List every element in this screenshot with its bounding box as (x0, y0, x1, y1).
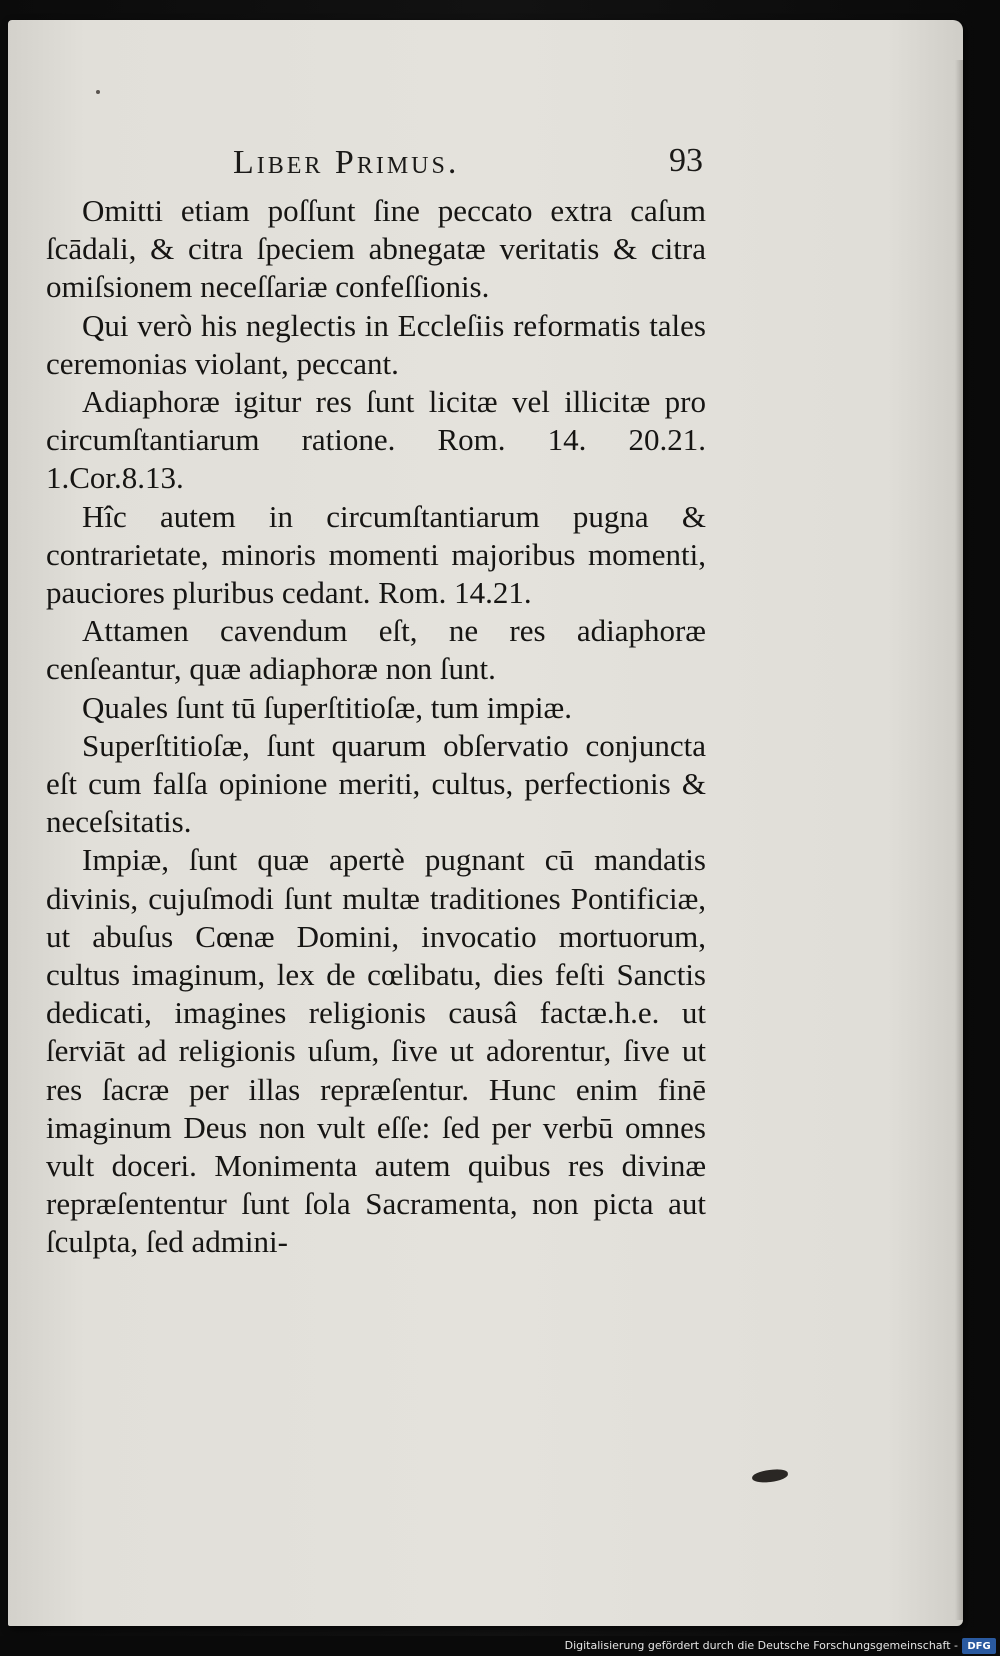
ink-blot-ornament (751, 1468, 788, 1484)
paragraph: Omitti etiam poſſunt ſine peccato extra caſum ſcādali, & citra ſpeciem abnegatæ veritatis & citra omiſsionem neceſſariæ confeſſionis. (46, 193, 706, 305)
paragraph: Adiaphoræ igitur res ſunt licitæ vel illicitæ pro circumſtantiarum ratione. Rom. 14. 20.21. 1.Cor.8.13. (46, 384, 706, 496)
dfg-logo: DFG (962, 1638, 996, 1654)
page-number: 93 (669, 142, 703, 179)
body-text (46, 192, 706, 1262)
paragraph: Impiæ, ſunt quæ apertè pugnant cū mandatis divinis, cujuſmodi ſunt multæ traditiones Pontificiæ, ut abuſus Cœnæ Domini, invocatio mortuorum, cultus imaginum, lex de cœlibatu, dies feſti Sanctis dedicati, imagines religionis causâ factæ.h.e. ut ſerviāt ad religionis uſum, ſive ut adorentur, ſive ut res ſacræ per illas repræſentur. Hunc enim finē imaginum Deus non vult eſſe: ſed per verbū omnes vult doceri. Monimenta autem quibus res divinæ repræſententur ſunt ſola Sacramenta, non picta aut ſculpta, ſed admini- (46, 842, 706, 1260)
digitization-credit: Digitalisierung gefördert durch die Deutsche Forschungsgemeinschaft - (564, 1639, 958, 1652)
running-head: Liber Primus. (233, 144, 460, 181)
page-edge-shadow (955, 60, 963, 1620)
paragraph: Superſtitioſæ, ſunt quarum obſervatio conjuncta eſt cum falſa opinione meriti, cultus, perfectionis & neceſsitatis. (46, 727, 706, 840)
paragraph: Attamen cavendum eſt, ne res adiaphoræ cenſeantur, quæ adiaphoræ non ſunt. (46, 613, 706, 687)
paragraph: Hîc autem in circumſtantiarum pugna & contrarietate, minoris momenti majoribus momenti, pauciores pluribus cedant. Rom. 14.21. (46, 498, 706, 611)
book-page (8, 20, 963, 1626)
page-header (233, 140, 703, 190)
paper-speck (96, 90, 100, 94)
paragraph: Qui verò his neglectis in Eccleſiis reformatis tales ceremonias violant, peccant. (46, 307, 706, 381)
paragraph: Quales ſunt tū ſuperſtitioſæ, tum impiæ. (82, 689, 572, 725)
